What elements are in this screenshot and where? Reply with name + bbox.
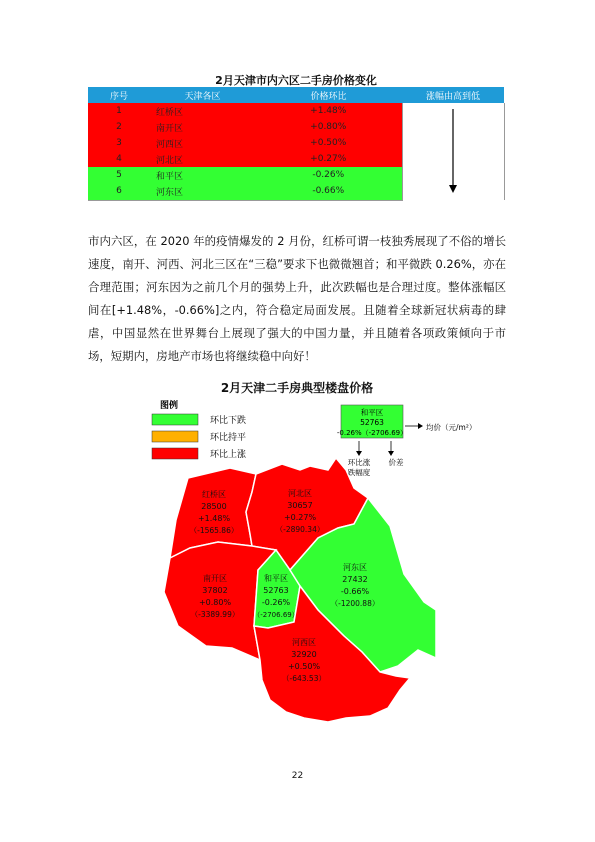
row-no: 3 [88,135,150,151]
key-diff-label: 价差 [388,458,404,467]
header-no: 序号 [88,87,150,103]
label-hedong-price: 27432 [342,575,368,584]
label-hedong-change: -0.66% [340,587,370,596]
row-district: 河西区 [150,135,255,151]
header-district: 天津各区 [150,87,255,103]
label-hongqiao-name: 红桥区 [202,490,226,499]
row-no: 2 [88,119,150,135]
key-detail: -0.26%（-2706.69） [336,429,408,437]
row-change: +0.80% [255,119,402,135]
row-no: 6 [88,183,150,200]
legend-swatch-down [152,414,198,425]
label-hedong-name: 河东区 [343,563,367,572]
page-number: 22 [291,771,304,781]
row-no: 4 [88,151,150,167]
row-change: +0.27% [255,151,402,167]
row-change: -0.66% [255,183,402,200]
row-district: 河东区 [150,183,255,200]
header-change: 价格环比 [255,87,402,103]
map-title: 2月天津二手房典型楼盘价格 [220,381,374,395]
arrow-down-icon [388,451,394,456]
label-heping-name: 和平区 [264,574,288,583]
row-change: -0.26% [255,167,402,183]
label-hebei-diff: （-2890.34） [275,525,325,534]
label-heping-change: -0.26% [261,598,291,607]
label-hebei-change: +0.27% [283,513,317,522]
legend-label-flat: 环比持平 [210,433,247,443]
legend-swatch-flat [152,431,198,442]
label-nankai-diff: （-3389.99） [190,610,240,619]
header-rank-direction: 涨幅由高到低 [402,87,504,103]
row-district: 河北区 [150,151,255,167]
legend-swatch-up [152,448,198,459]
legend-label-down: 环比下跌 [210,416,247,426]
row-district: 南开区 [150,119,255,135]
key-district-name: 和平区 [360,408,384,417]
analysis-text: 市内六区，在 2020 年的疫情爆发的 2 月份，红桥可谓一枝独秀展现了不俗的增长速度，南开、河西、河北三区在“三稳”要求下也微微翘首；和平微跌 0.26%，亦在合理范围；河东因为之前几个月的强势上升，此次跌幅也是合理过度。整体涨幅区间在[+1.48%，-0.66%]之内，符合稳定局面发展。且随着全球新冠状病毒的肆虐，中国显然在世界舞台上展现了强大的中国力量，并且随着各项政策倾向于市场，短期内，房地产市场也将继续稳中向好！ [88,234,506,363]
label-hexi-name: 河西区 [292,638,316,647]
row-district: 红桥区 [150,103,255,119]
row-no: 1 [88,103,150,119]
label-nankai-change: +0.80% [198,598,232,607]
legend-title: 图例 [160,401,179,411]
label-nankai-price: 37802 [202,586,228,595]
label-hebei-price: 30657 [287,501,313,510]
key-ratio-label-line2: 跌幅度 [347,468,371,477]
key-price-label: 均价（元/m²） [426,423,477,432]
label-hongqiao-price: 28500 [201,502,227,511]
label-hexi-diff: （-643.53） [282,674,326,683]
legend-label-up: 环比上涨 [210,450,247,460]
label-hedong-diff: （-1200.88） [330,599,380,608]
arrow-right-icon [418,423,423,429]
label-heping-price: 52763 [263,586,289,595]
row-change: +1.48% [255,103,402,119]
key-price: 52763 [360,418,384,427]
label-hebei-name: 河北区 [288,489,312,498]
row-district: 和平区 [150,167,255,183]
label-heping-diff: （-2706.69） [253,611,299,619]
row-change: +0.50% [255,135,402,151]
label-hongqiao-change: +1.48% [197,514,231,523]
row-no: 5 [88,167,150,183]
label-hongqiao-diff: （-1565.86） [189,526,239,535]
table-title: 2月天津市内六区二手房价格变化 [215,74,377,87]
arrow-down-icon [356,451,362,456]
key-ratio-label-line1: 环比涨 [347,458,371,467]
label-hexi-change: +0.50% [287,662,321,671]
label-hexi-price: 32920 [291,650,317,659]
label-nankai-name: 南开区 [203,574,227,583]
